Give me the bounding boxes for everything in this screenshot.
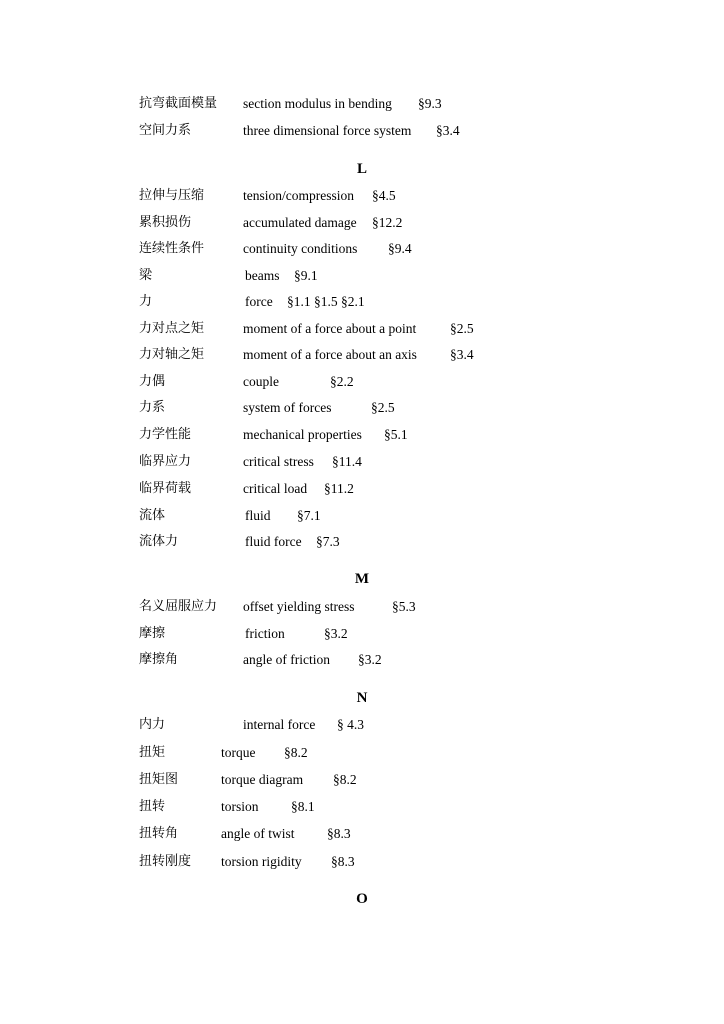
entry-row [0, 94, 724, 114]
term-english: section modulus in bending [243, 96, 392, 111]
section-ref: §7.3 [316, 534, 340, 549]
term-english: angle of friction [243, 652, 330, 667]
entry-row [0, 743, 724, 763]
section-ref: §8.3 [331, 854, 355, 869]
term-english: couple [243, 374, 279, 389]
term-chinese: 力偶 [139, 374, 166, 389]
entry-row [0, 425, 724, 445]
term-english: offset yielding stress [243, 599, 355, 614]
section-ref: § 4.3 [337, 717, 364, 732]
entry-row [0, 479, 724, 499]
term-chinese: 空间力系 [139, 123, 192, 138]
entry-row [0, 824, 724, 844]
term-english: fluid force [245, 534, 302, 549]
term-chinese: 内力 [139, 717, 166, 732]
section-ref: §5.1 [384, 427, 408, 442]
term-chinese: 扭矩 [139, 745, 166, 760]
section-letter-N: N [356, 690, 368, 706]
term-english: beams [245, 268, 280, 283]
section-ref: §3.2 [324, 626, 348, 641]
section-ref: §9.1 [294, 268, 318, 283]
term-chinese: 扭转角 [139, 826, 179, 841]
term-english: mechanical properties [243, 427, 362, 442]
term-chinese: 摩擦角 [139, 652, 179, 667]
term-english: friction [245, 626, 285, 641]
entry-row [0, 372, 724, 392]
section-ref: §2.5 [371, 400, 395, 415]
section-ref: §4.5 [372, 188, 396, 203]
entry-row [0, 770, 724, 790]
term-english: torque diagram [221, 772, 304, 787]
entry-row [0, 797, 724, 817]
entry-row [0, 532, 724, 552]
term-english: continuity conditions [243, 241, 358, 256]
entry-row [0, 398, 724, 418]
term-chinese: 连续性条件 [139, 241, 205, 256]
entry-row [0, 121, 724, 141]
section-ref: §12.2 [372, 215, 403, 230]
section-ref: §5.3 [392, 599, 416, 614]
section-ref: §8.1 [291, 799, 315, 814]
section-ref: §3.4 [436, 123, 460, 138]
term-english: fluid [245, 508, 271, 523]
entry-row [0, 650, 724, 670]
section-letter-L: L [356, 161, 367, 177]
section-ref: §9.4 [388, 241, 412, 256]
term-chinese: 名义屈服应力 [139, 599, 218, 614]
term-chinese: 力系 [139, 400, 166, 415]
entry-row [0, 852, 724, 872]
term-chinese: 摩擦 [139, 626, 166, 641]
section-letter-M: M [354, 571, 370, 587]
entry-row [0, 292, 724, 312]
section-ref: §11.4 [332, 454, 362, 469]
entry-row [0, 266, 724, 286]
term-english: internal force [243, 717, 316, 732]
entry-row [0, 597, 724, 617]
section-ref: §3.4 [450, 347, 474, 362]
term-chinese: 流体力 [139, 534, 179, 549]
term-english: critical load [243, 481, 308, 496]
entry-row [0, 213, 724, 233]
term-english: system of forces [243, 400, 332, 415]
entry-row [0, 319, 724, 339]
term-english: torsion [221, 799, 259, 814]
entry-row [0, 452, 724, 472]
term-chinese: 扭转刚度 [139, 854, 192, 869]
term-chinese: 梁 [139, 268, 153, 283]
term-chinese: 力对点之矩 [139, 321, 205, 336]
term-english: three dimensional force system [243, 123, 412, 138]
entry-row [0, 624, 724, 644]
term-english: moment of a force about a point [243, 321, 417, 336]
section-ref: §11.2 [324, 481, 354, 496]
term-chinese: 流体 [139, 508, 166, 523]
section-ref: §3.2 [358, 652, 382, 667]
section-ref: §2.5 [450, 321, 474, 336]
term-chinese: 累积损伤 [139, 215, 192, 230]
term-english: tension/compression [243, 188, 354, 203]
section-ref: §8.2 [333, 772, 357, 787]
section-ref: §8.3 [327, 826, 351, 841]
entry-row [0, 186, 724, 206]
term-english: moment of a force about an axis [243, 347, 417, 362]
term-english: accumulated damage [243, 215, 357, 230]
term-chinese: 力 [139, 294, 153, 309]
section-ref: §7.1 [297, 508, 321, 523]
term-english: torsion rigidity [221, 854, 302, 869]
section-ref: §2.2 [330, 374, 354, 389]
term-chinese: 扭转 [139, 799, 166, 814]
term-english: force [245, 294, 273, 309]
term-chinese: 扭矩图 [139, 772, 179, 787]
term-chinese: 拉伸与压缩 [139, 188, 205, 203]
section-ref: §1.1 §1.5 §2.1 [287, 294, 365, 309]
section-ref: §9.3 [418, 96, 442, 111]
section-letter-O: O [356, 891, 368, 907]
term-english: angle of twist [221, 826, 295, 841]
term-english: critical stress [243, 454, 314, 469]
entry-row [0, 239, 724, 259]
term-chinese: 抗弯截面模量 [139, 96, 218, 111]
entry-row [0, 715, 724, 735]
term-chinese: 临界荷载 [139, 481, 192, 496]
entry-row [0, 345, 724, 365]
term-chinese: 临界应力 [139, 454, 192, 469]
term-chinese: 力对轴之矩 [139, 347, 205, 362]
section-ref: §8.2 [284, 745, 308, 760]
term-english: torque [221, 745, 256, 760]
entry-row [0, 506, 724, 526]
term-chinese: 力学性能 [139, 427, 192, 442]
